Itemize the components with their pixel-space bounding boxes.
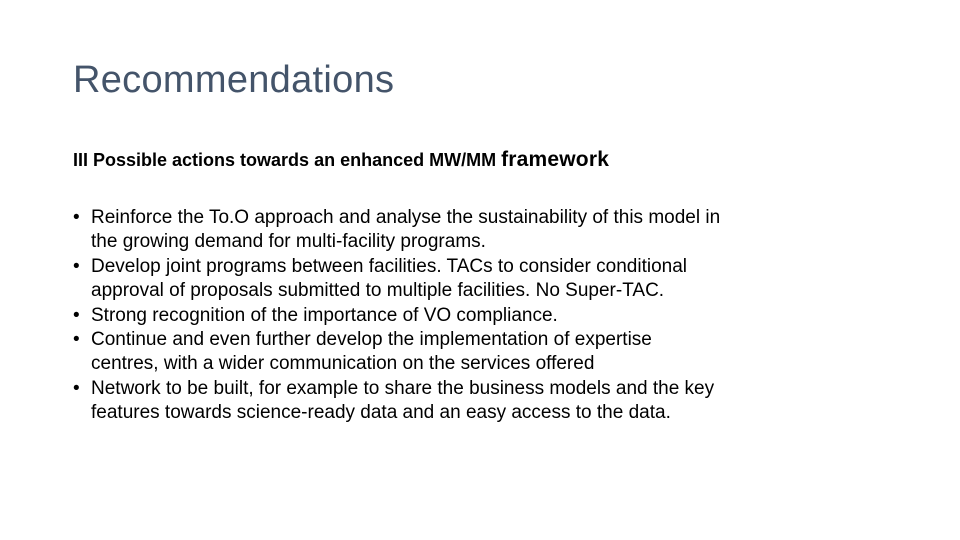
section-heading-main: III Possible actions towards an enhanced MW/MM	[73, 150, 502, 170]
bullet-line: Continue and even further develop the implementation of expertise	[91, 329, 652, 351]
list-item	[73, 255, 913, 304]
bullet-icon: •	[73, 255, 80, 277]
list-item	[73, 304, 913, 328]
list-item	[73, 377, 913, 426]
bullet-line: Strong recognition of the importance of VO compliance.	[91, 304, 558, 326]
bullet-line: Reinforce the To.O approach and analyse the sustainability of this model in	[91, 207, 721, 228]
section-heading-tail: framework	[501, 148, 610, 171]
list-item	[73, 328, 913, 377]
bullet-icon: •	[73, 329, 80, 351]
bullet-line: Develop joint programs between facilities. TACs to consider conditional	[91, 255, 687, 277]
bullet-icon: •	[73, 207, 80, 228]
recommendations-list	[73, 206, 913, 426]
slide-title: Recommendations	[73, 59, 395, 101]
bullet-line: approval of proposals submitted to multiple facilities. No Super-TAC.	[91, 280, 665, 302]
bullet-icon: •	[73, 377, 80, 399]
bullet-line: features towards science-ready data and an easy access to the data.	[91, 402, 671, 424]
bullet-icon: •	[73, 304, 80, 326]
list-item	[73, 206, 913, 255]
bullet-line: centres, with a wider communication on the services offered	[91, 353, 595, 375]
section-heading	[73, 146, 609, 174]
bullet-line: Network to be built, for example to share the business models and the key	[91, 377, 715, 399]
bullet-line: the growing demand for multi-facility programs.	[91, 231, 486, 253]
